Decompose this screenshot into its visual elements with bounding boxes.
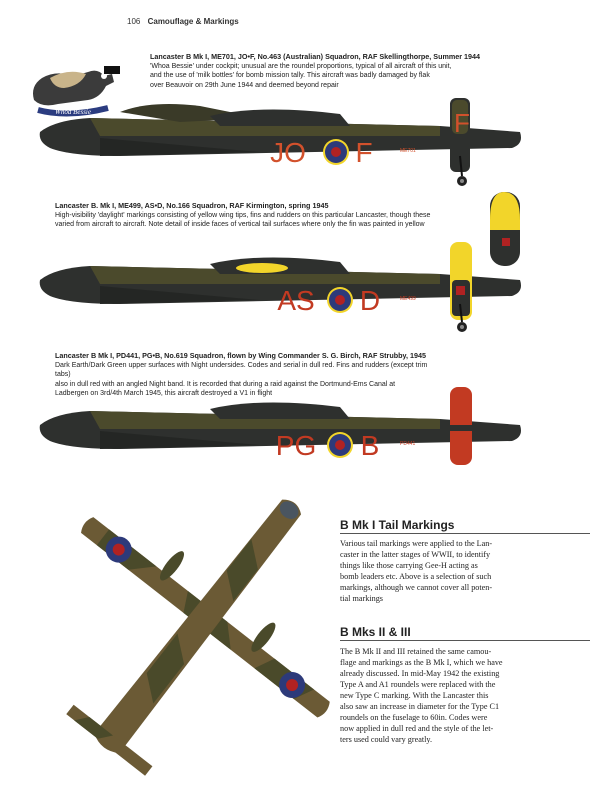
aircraft-title-2: Lancaster B. Mk I, ME499, AS•D, No.166 Squadron, RAF Kirmington, spring 1945 [55,201,329,210]
section-divider [340,640,590,641]
body-line: The B Mk II and III retained the same camou- [340,647,492,656]
body-line: already discussed. In mid-May 1942 the existing [340,669,500,678]
section-title-2: B Mks II & III [340,625,411,639]
aircraft-profile-1 [0,92,600,192]
section-divider [340,533,590,534]
body-line: bomb leaders etc. Above is a selection of such [340,572,492,581]
body-line: also saw an increase in diameter for the Type C1 [340,702,500,711]
tail-letter-1: F [454,108,470,138]
aircraft-title-1: Lancaster B Mk I, ME701, JO•F, No.463 (Australian) Squadron, RAF Skellingthorpe, Summer 1944 [150,52,481,61]
body-line: tial markings [340,594,383,603]
caption-line: Ladbergen on 3rd/4th March 1945, this aircraft destroyed a V1 in flight [55,390,273,397]
serial-3: PD441 [400,441,416,447]
caption-line: 'Whoa Bessie' under cockpit; unusual are the roundel proportions, typical of all aircraft of this unit, [150,62,452,70]
aircraft-plan-view [40,482,340,792]
body-line: flage and markings as the B Mk I, which we have [340,658,503,667]
body-line: ters used could vary greatly. [340,735,433,744]
caption-line: Dark Earth/Dark Green upper surfaces with Night undersides. Codes and serial in dull red. Fins and rudders (except trim tabs) [55,361,428,378]
caption-line: varied from aircraft to aircraft. Note detail of inside faces of vertical tail surfaces where only the fin was painted in yellow [55,221,425,228]
squadron-code-2: AS [277,285,315,316]
body-line: now applied in dull red and the style of the let- [340,724,494,733]
aircraft-caption-1 [0,52,600,90]
section-body-2 [340,646,540,745]
aircraft-letter-2: D [359,285,381,316]
aircraft-letter-3: B [360,430,380,461]
body-line: new Type C marking. With the Lancaster this [340,691,489,700]
section-body-1 [340,538,540,604]
running-head: Camouflage & Markings [147,17,239,26]
caption-line: and the use of 'milk bottles' for bomb mission tally. This aircraft was badly damaged by flak [150,72,430,79]
squadron-code-3: PG [275,430,317,461]
squadron-code-1: JO [270,137,306,168]
body-line: Type A and A1 roundels were replaced with the [340,680,496,689]
page-number: 106 [127,17,141,26]
section-title-1: B Mk I Tail Markings [340,518,455,532]
caption-line: High-visibility 'daylight' markings consisting of yellow wing tips, fins and rudders on this particular Lancaster, though these [55,211,431,219]
aircraft-profile-2 [0,240,600,340]
body-line: Various tail markings were applied to the Lan- [340,539,493,548]
body-line: markings, although we cannot cover all poten- [340,583,493,592]
body-line: caster in the latter stages of WWII, to identify [340,550,491,559]
nose-art-label: Whoa Bessie [55,108,91,116]
page-header [127,17,239,26]
serial-1: ME701 [400,148,416,154]
aircraft-letter-1: F [355,137,373,168]
caption-line: over Beauvoir on 29th June 1944 and deemed beyond repair [150,81,339,89]
body-line: things like those carrying Gee-H acting as [340,561,478,570]
caption-line: also in dull red with an angled Night band. It is recorded that during a raid against the Dortmund-Ems Canal at [55,380,396,388]
body-line: roundels on the fuselage to 60in. Codes were [340,713,488,722]
serial-2: ME499 [400,296,416,302]
aircraft-profile-3 [0,385,600,485]
aircraft-title-3: Lancaster B Mk I, PD441, PG•B, No.619 Squadron, flown by Wing Commander S. G. Birch, RAF Strubby, 1945 [55,351,426,360]
